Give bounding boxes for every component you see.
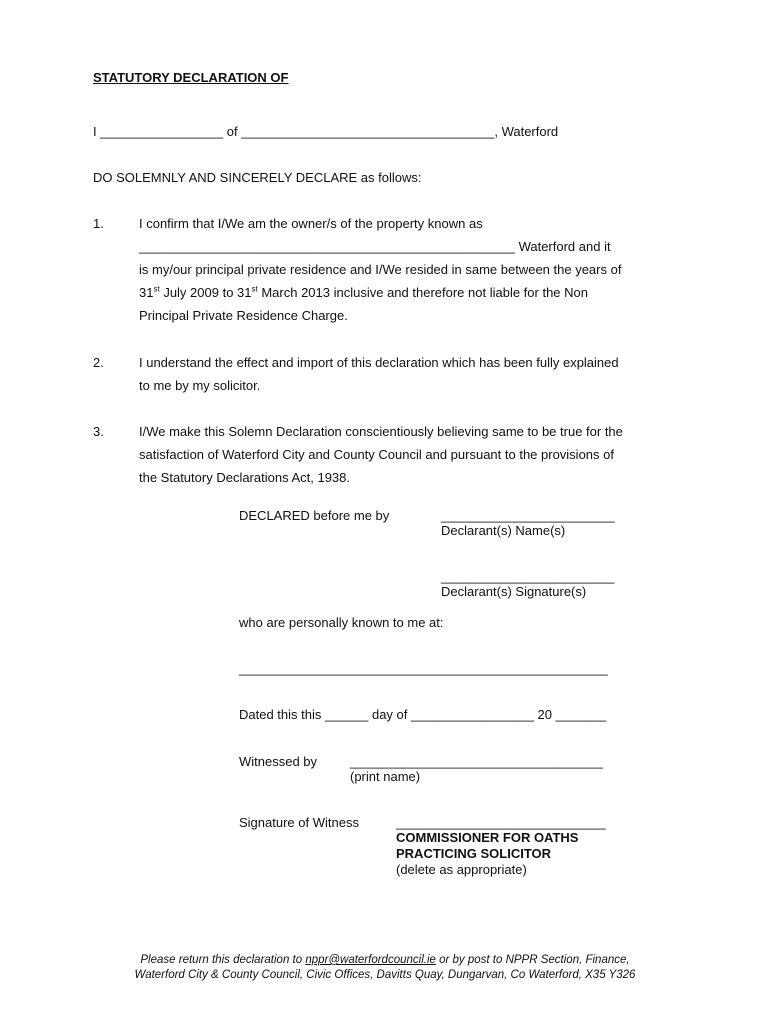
intro-of: of xyxy=(226,124,238,139)
date-text: July 2009 to 31 xyxy=(159,285,252,300)
item-2-text xyxy=(139,351,679,397)
footer-note xyxy=(0,953,770,983)
ordinal-suffix: st xyxy=(251,284,258,294)
address-line: ___________________________________________________ xyxy=(239,661,608,676)
item-1-line: I confirm that I/We am the owner/s of the property known as xyxy=(139,216,483,231)
intro-place: Waterford xyxy=(501,124,559,139)
declarant-signature-label: Declarant(s) Signature(s) xyxy=(441,584,587,599)
declarant-address-blank: ___________________________________, xyxy=(241,124,498,139)
email-link[interactable]: nppr@waterfordcouncil.ie xyxy=(305,954,436,966)
declarant-name-signature-line: ________________________ xyxy=(441,508,615,523)
item-1-line: ____________________________________________________ Waterford and it xyxy=(139,239,611,254)
practicing-solicitor-label: PRACTICING SOLICITOR xyxy=(396,846,552,861)
item-1-dates-line xyxy=(139,281,679,304)
item-3-line: I/We make this Solemn Declaration conscientiously believing same to be true for the xyxy=(139,424,623,439)
footer-address: Waterford City & County Council, Civic Offices, Davitts Quay, Dungarvan, Co Waterford, X35 Y326 xyxy=(134,969,636,981)
ordinal-suffix: st xyxy=(153,284,160,294)
item-1-number: 1. xyxy=(93,216,104,231)
witnessed-by-label: Witnessed by xyxy=(239,754,318,769)
date-text: March 2013 inclusive and therefore not liable for the Non xyxy=(257,285,588,300)
item-3-line: the Statutory Declarations Act, 1938. xyxy=(139,470,351,485)
item-1-line: is my/our principal private residence and I/We resided in same between the years of xyxy=(139,262,622,277)
commissioner-label: COMMISSIONER FOR OATHS xyxy=(396,830,579,845)
footer-text: or by post to NPPR Section, Finance, xyxy=(435,954,630,966)
date-31: 31 xyxy=(139,285,154,300)
witness-name-line: ___________________________________ xyxy=(350,754,604,769)
item-3-line: satisfaction of Waterford City and County Council and pursuant to the provisions of xyxy=(139,447,614,462)
item-2-line: to me by my solicitor. xyxy=(139,378,261,393)
item-1-text xyxy=(139,212,679,327)
item-2-line: I understand the effect and import of this declaration which has been fully explained xyxy=(139,355,619,370)
declarant-name-blank: _________________ xyxy=(100,124,224,139)
known-at-label: who are personally known to me at: xyxy=(239,615,444,630)
item-3-text xyxy=(139,420,679,489)
declare-heading: DO SOLEMNLY AND SINCERELY DECLARE as follows: xyxy=(93,170,422,185)
item-3-number: 3. xyxy=(93,424,104,439)
dated-line: Dated this this ______ day of _________________ 20 _______ xyxy=(239,707,607,722)
declarant-intro-line xyxy=(93,124,558,140)
declared-before-label: DECLARED before me by xyxy=(239,508,390,523)
intro-i: I xyxy=(93,124,97,139)
footer-text: Please return this declaration to xyxy=(140,954,306,966)
delete-note: (delete as appropriate) xyxy=(396,862,527,877)
declarant-name-label: Declarant(s) Name(s) xyxy=(441,523,566,538)
item-2-number: 2. xyxy=(93,355,104,370)
print-name-label: (print name) xyxy=(350,769,421,784)
commissioner-signature-line: _____________________________ xyxy=(396,815,606,830)
signature-of-witness-label: Signature of Witness xyxy=(239,815,359,830)
document-title: STATUTORY DECLARATION OF xyxy=(93,70,289,85)
item-1-line: Principal Private Residence Charge. xyxy=(139,308,348,323)
declarant-signature-line: ________________________ xyxy=(441,569,615,584)
